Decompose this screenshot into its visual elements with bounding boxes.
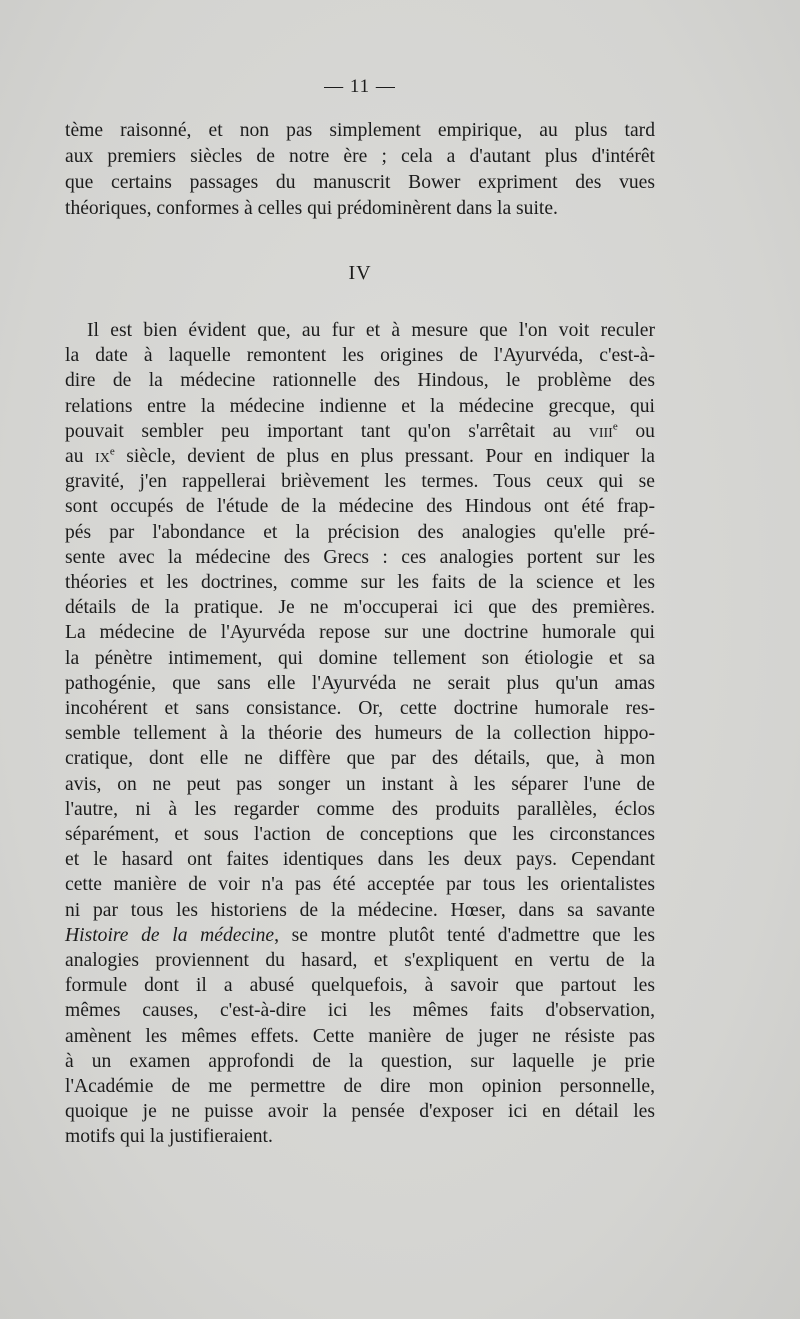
text-line: l'autre, ni à les regarder comme des produits parallèles, éclos bbox=[65, 798, 655, 820]
text-line: formule dont il a abusé quelquefois, à savoir que partout les bbox=[65, 975, 655, 997]
text-line: La médecine de l'Ayurvéda repose sur une doctrine humorale qui bbox=[65, 622, 655, 644]
text-line: pouvait sembler peu important tant qu'on s'arrêtait au viii$^e$ ou bbox=[65, 420, 655, 442]
text-line: Histoire de la médecine, se montre plutôt tenté d'admettre que les bbox=[65, 924, 655, 946]
text-line: cratique, dont elle ne diffère que par des détails, que, à mon bbox=[65, 748, 655, 770]
text-line: séparément, et sous l'action de conceptions que les circonstances bbox=[65, 824, 655, 845]
text-line: ni par tous les historiens de la médecine. Hœser, dans sa savante bbox=[65, 899, 655, 921]
text-line: gravité, j'en rappellerai brièvement les termes. Tous ceux qui se bbox=[65, 471, 655, 493]
text-line: avis, on ne peut pas songer un instant à les séparer l'une de bbox=[65, 773, 655, 795]
text-line: la pénètre intimement, qui domine tellement son étiologie et sa bbox=[65, 647, 655, 669]
text-line: à un examen approfondi de la question, sur laquelle je prie bbox=[65, 1050, 655, 1072]
text-line: motifs qui la justifieraient. bbox=[65, 1126, 273, 1148]
text-line: quoique je ne puisse avoir la pensée d'exposer ici en détail les bbox=[65, 1101, 655, 1123]
text-line: théoriques, conformes à celles qui prédominèrent dans la suite. bbox=[65, 198, 558, 219]
text-line: semble tellement à la théorie des humeurs de la collection hippo- bbox=[65, 723, 655, 745]
text-line: pés par l'abondance et la précision des analogies qu'elle pré- bbox=[65, 521, 655, 543]
text-line: que certains passages du manuscrit Bower expriment des vues bbox=[65, 172, 655, 193]
text-line: analogies proviennent du hasard, et s'expliquent en vertu de la bbox=[65, 950, 655, 971]
text-line: cette manière de voir n'a pas été acceptée par tous les orientalistes bbox=[65, 874, 655, 896]
text-line: pathogénie, que sans elle l'Ayurvéda ne serait plus qu'un amas bbox=[65, 672, 655, 694]
text-line: théories et les doctrines, comme sur les faits de la science et les bbox=[65, 572, 655, 593]
text-line: sont occupés de l'étude de la médecine des Hindous ont été frap- bbox=[65, 496, 655, 518]
text-line: Il est bien évident que, au fur et à mesure que l'on voit reculer bbox=[87, 320, 655, 341]
text-line: mêmes causes, c'est-à-dire ici les mêmes faits d'observation, bbox=[65, 1000, 655, 1022]
text-line: et le hasard ont faites identiques dans les deux pays. Cependant bbox=[65, 849, 655, 871]
text-line: sente avec la médecine des Grecs : ces analogies portent sur les bbox=[65, 546, 655, 568]
text-line: l'Académie de me permettre de dire mon opinion personnelle, bbox=[65, 1076, 655, 1097]
text-line: la date à laquelle remontent les origines de l'Ayurvéda, c'est-à- bbox=[65, 345, 655, 367]
text-line: incohérent et sans consistance. Or, cette doctrine humorale res- bbox=[65, 698, 655, 719]
text-line: détails de la pratique. Je ne m'occuperai ici que des premières. bbox=[65, 597, 655, 619]
text-line: au $ix^e$ siècle, devient de plus en plus pressant. Pour en indiquer la bbox=[65, 445, 655, 467]
text-line: aux premiers siècles de notre ère ; cela a d'autant plus d'intérêt bbox=[65, 146, 655, 167]
text-line: relations entre la médecine indienne et la médecine grecque, qui bbox=[65, 395, 655, 417]
text-line: dire de la médecine rationnelle des Hindous, le problème des bbox=[65, 370, 655, 392]
page-number: — 11 — bbox=[324, 76, 396, 97]
text-line: amènent les mêmes effets. Cette manière de juger ne résiste pas bbox=[65, 1025, 655, 1047]
section-heading: IV bbox=[348, 262, 372, 284]
text-line: tème raisonné, et non pas simplement empirique, au plus tard bbox=[65, 120, 655, 141]
